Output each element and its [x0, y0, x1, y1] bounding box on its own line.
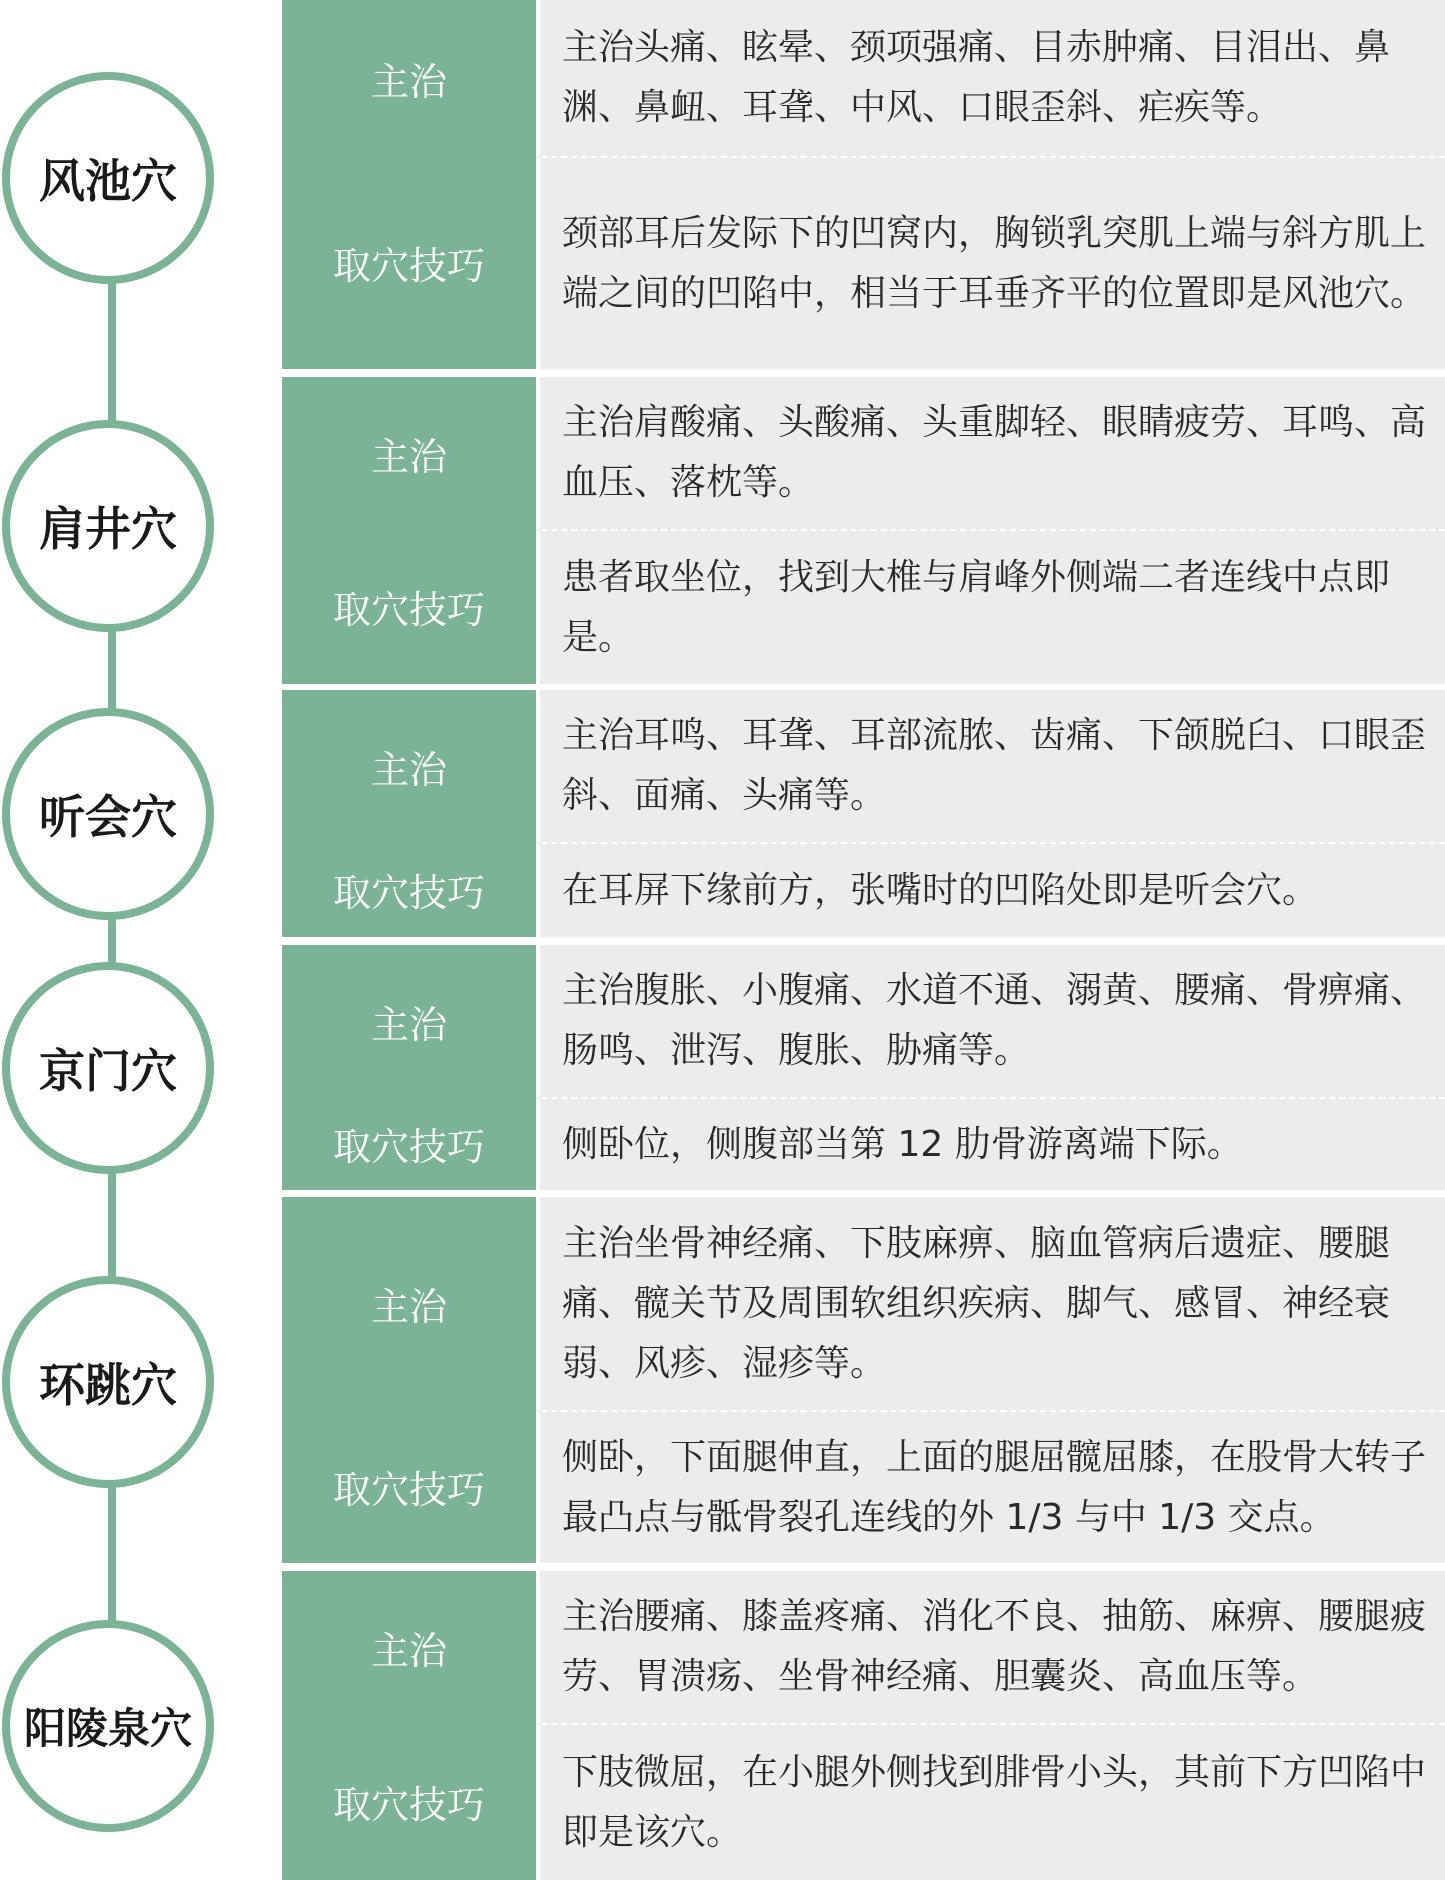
location-tip-text [562, 1412, 1445, 1563]
acupoint-circle-tinghui: 听会穴 [2, 708, 214, 920]
column-divider [536, 844, 540, 937]
indication-text-content: 主治腰痛、膝盖疼痛、消化不良、抽筋、麻痹、腰腿疲劳、胃溃疡、坐骨神经痛、胆囊炎、高血压等。 [562, 1596, 1427, 1697]
indication-text-content: 主治头痛、眩晕、颈项强痛、目赤肿痛、目泪出、鼻渊、鼻衄、耳聋、中风、口眼歪斜、疟疾等。 [562, 27, 1391, 128]
acupoint-table-tinghui [282, 690, 1445, 937]
location-tip-text-content: 侧卧，下面腿伸直，上面的腿屈髋屈膝，在股骨大转子最凸点与骶骨裂孔连线的外 1/3 与中 1/3 交点。 [562, 1436, 1427, 1538]
location-tip-text-content: 患者取坐位，找到大椎与肩峰外侧端二者连线中点即是。 [562, 556, 1391, 658]
location-tip-label: 取穴技巧 [282, 1097, 536, 1190]
indication-row [282, 1571, 1445, 1723]
location-tip-label: 取穴技巧 [282, 529, 536, 684]
location-tip-text-content: 下肢微屈，在小腿外侧找到腓骨小头，其前下方凹陷中即是该穴。 [562, 1751, 1427, 1853]
acupoint-circle-yanglingquan: 阳陵泉穴 [2, 1620, 214, 1832]
indication-label: 主治 [282, 945, 536, 1097]
indication-label: 主治 [282, 377, 536, 529]
column-divider [536, 531, 540, 684]
column-divider [536, 158, 540, 369]
location-tip-row [282, 156, 1445, 369]
acupoint-circle-fengchi: 风池穴 [2, 72, 214, 284]
indication-text [562, 1571, 1445, 1723]
indication-label: 主治 [282, 1197, 536, 1410]
column-divider [536, 690, 540, 842]
location-tip-label: 取穴技巧 [282, 842, 536, 937]
indication-row [282, 1197, 1445, 1410]
column-divider [536, 1197, 540, 1410]
location-tip-label: 取穴技巧 [282, 1723, 536, 1880]
acupoint-circle-huantiao: 环跳穴 [2, 1276, 214, 1488]
acupoint-table-huantiao [282, 1197, 1445, 1563]
indication-text [562, 690, 1445, 842]
acupoint-table-jianjing [282, 377, 1445, 684]
acupoint-circle-jianjing: 肩井穴 [2, 420, 214, 632]
location-tip-row [282, 529, 1445, 684]
location-tip-label: 取穴技巧 [282, 1410, 536, 1563]
indication-label: 主治 [282, 0, 536, 156]
indication-text [562, 0, 1445, 156]
acupoint-table-jingmen [282, 945, 1445, 1190]
acupoint-circle-jingmen: 京门穴 [2, 962, 214, 1174]
indication-text-content: 主治坐骨神经痛、下肢麻痹、脑血管病后遗症、腰腿痛、髋关节及周围软组织疾病、脚气、感冒、神经衰弱、风疹、湿疹等。 [562, 1222, 1391, 1384]
indication-text [562, 1197, 1445, 1410]
location-tip-text [562, 158, 1445, 369]
location-tip-text-content: 侧卧位，侧腹部当第 12 肋骨游离端下际。 [562, 1123, 1243, 1165]
location-tip-row [282, 1097, 1445, 1190]
column-divider [536, 1571, 540, 1723]
indication-text-content: 主治肩酸痛、头酸痛、头重脚轻、眼睛疲劳、耳鸣、高血压、落枕等。 [562, 402, 1427, 503]
indication-row [282, 690, 1445, 842]
location-tip-row [282, 1410, 1445, 1563]
indication-label: 主治 [282, 1571, 536, 1723]
column-divider [536, 1099, 540, 1190]
location-tip-text [562, 1099, 1445, 1190]
indication-row [282, 0, 1445, 156]
indication-row [282, 377, 1445, 529]
indication-row [282, 945, 1445, 1097]
location-tip-text [562, 1725, 1445, 1880]
indication-text [562, 945, 1445, 1097]
indication-text [562, 377, 1445, 529]
column-divider [536, 377, 540, 529]
location-tip-text [562, 844, 1445, 937]
column-divider [536, 1412, 540, 1563]
indication-text-content: 主治耳鸣、耳聋、耳部流脓、齿痛、下颌脱臼、口眼歪斜、面痛、头痛等。 [562, 715, 1427, 816]
location-tip-row [282, 842, 1445, 937]
column-divider [536, 945, 540, 1097]
location-tip-text-content: 颈部耳后发际下的凹窝内，胸锁乳突肌上端与斜方肌上端之间的凹陷中，相当于耳垂齐平的位置即是风池穴。 [562, 212, 1427, 314]
location-tip-text-content: 在耳屏下缘前方，张嘴时的凹陷处即是听会穴。 [562, 869, 1319, 911]
acupoint-table-fengchi [282, 0, 1445, 369]
location-tip-row [282, 1723, 1445, 1880]
indication-text-content: 主治腹胀、小腹痛、水道不通、溺黄、腰痛、骨痹痛、肠鸣、泄泻、腹胀、胁痛等。 [562, 970, 1427, 1071]
column-divider [536, 1725, 540, 1880]
location-tip-label: 取穴技巧 [282, 156, 536, 369]
acupoint-table-yanglingquan [282, 1571, 1445, 1880]
location-tip-text [562, 531, 1445, 684]
column-divider [536, 0, 540, 156]
indication-label: 主治 [282, 690, 536, 842]
